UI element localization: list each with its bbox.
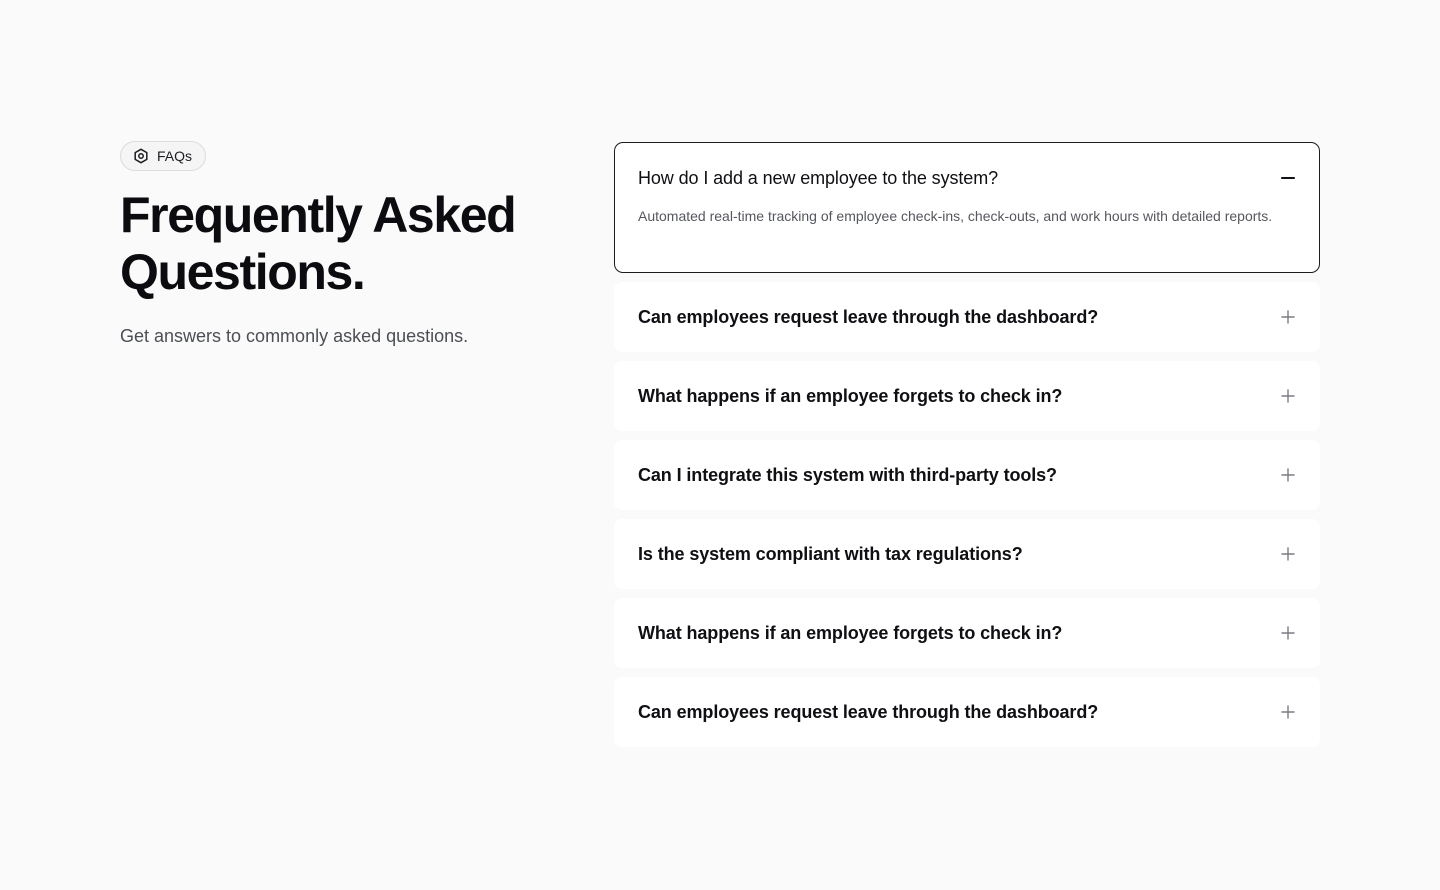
faq-question: What happens if an employee forgets to check in? <box>638 385 1063 406</box>
faq-item-7[interactable] <box>614 677 1320 747</box>
plus-icon[interactable] <box>1280 625 1296 641</box>
faq-list <box>614 142 1320 756</box>
faq-item-3[interactable] <box>614 361 1320 431</box>
plus-icon[interactable] <box>1280 309 1296 325</box>
faq-question: Can employees request leave through the dashboard? <box>638 701 1099 722</box>
plus-icon[interactable] <box>1280 704 1296 720</box>
faq-item-2[interactable] <box>614 282 1320 352</box>
plus-icon[interactable] <box>1280 546 1296 562</box>
faq-question: Can I integrate this system with third-party tools? <box>638 464 1057 485</box>
page-title-line-1: Frequently Asked <box>120 187 516 243</box>
page-title-line-2: Questions. <box>120 244 365 300</box>
page-title <box>120 187 560 301</box>
faq-answer: Automated real-time tracking of employee check-ins, check-outs, and work hours with detailed reports. <box>638 208 1273 224</box>
faq-intro <box>120 141 560 349</box>
faq-badge-label: FAQs <box>157 148 193 164</box>
plus-icon[interactable] <box>1280 388 1296 404</box>
page-subtitle: Get answers to commonly asked questions. <box>120 326 469 346</box>
hexagon-icon <box>133 148 149 164</box>
minus-icon[interactable] <box>1280 170 1296 186</box>
faq-question: Is the system compliant with tax regulations? <box>638 543 1023 564</box>
faq-question: How do I add a new employee to the system? <box>638 167 999 188</box>
faq-question: What happens if an employee forgets to check in? <box>638 622 1063 643</box>
faq-badge <box>120 141 206 171</box>
faq-question: Can employees request leave through the dashboard? <box>638 306 1099 327</box>
faq-item-5[interactable] <box>614 519 1320 589</box>
faq-item-4[interactable] <box>614 440 1320 510</box>
faq-item-1-header[interactable] <box>638 143 1296 213</box>
faq-item-6[interactable] <box>614 598 1320 668</box>
plus-icon[interactable] <box>1280 467 1296 483</box>
faq-item-1[interactable] <box>614 142 1320 273</box>
